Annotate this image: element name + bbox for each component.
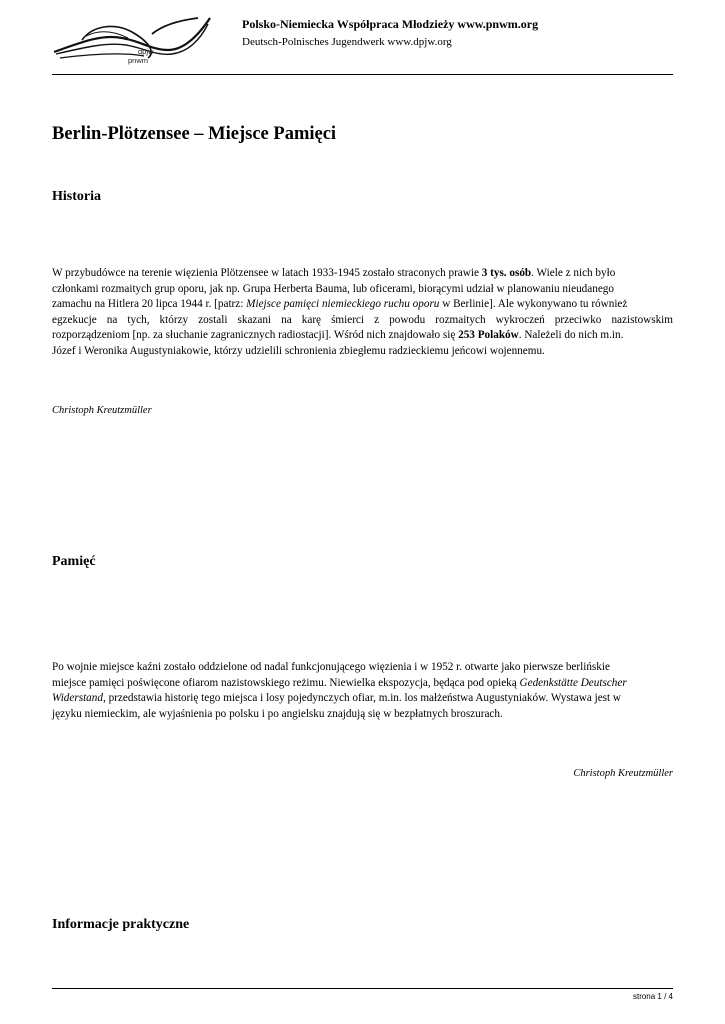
logo-text-pnwm: pnwm [128, 56, 149, 65]
text-line: członkami rozmaitych grup oporu, jak np. Grupa Herberta Bauma, lub oficerami, biorącymi udział w planowaniu nieudanego [52, 282, 614, 295]
footer-divider [52, 988, 673, 989]
page-number: strona 1 / 4 [632, 992, 673, 1001]
logo-text-dpjw: dpjw [138, 47, 154, 56]
text-line: rozporządzeniom [np. za słuchanie zagranicznych radiostacji]. Wśród nich znajdowało się 253 Polaków. Należeli do nich m.in. [52, 329, 624, 342]
text-line: miejsce pamięci poświęcone ofiarom nazistowskiego reżimu. Niewielka ekspozycja, będąca pod opieką Gedenkstätte Deutscher [52, 676, 627, 689]
text-line: Po wojnie miejsce kaźni zostało oddzielone od nadal funkcjonującego więzienia i w 1952 r. otwarte jako pierwsze berlińskie [52, 661, 610, 673]
page-title: Berlin-Plötzensee – Miejsce Pamięci [52, 124, 337, 144]
historia-paragraph [52, 266, 673, 360]
text-line: zamachu na Hitlera 20 lipca 1944 r. [patrz: Miejsce pamięci niemieckiego ruchu oporu w Berlinie]. Ale wykonywano tu również [52, 298, 628, 311]
author-signature: Christoph Kreutzmüller [52, 405, 152, 416]
text-line: W przybudówce na terenie więzienia Plötzensee w latach 1933-1945 zostało straconych prawie 3 tys. osób. Wiele z nich było [52, 267, 616, 279]
text-line: języku niemieckim, ale wyjaśnienia po polsku i po angielsku znajdują się w bezpłatnych broszurach. [52, 707, 503, 720]
heading-historia: Historia [52, 189, 101, 204]
header-organization-de: Deutsch-Polnisches Jugendwerk www.dpjw.org [242, 36, 452, 48]
header-divider [52, 74, 673, 75]
heading-informacje-praktyczne: Informacje praktyczne [52, 917, 190, 932]
text-line: Józef i Weronika Augustyniakowie, którzy udzielili schronienia zbiegłemu radzieckiemu jeńcowi wojennemu. [52, 344, 545, 357]
text-line: Widerstand, przedstawia historię tego miejsca i losy pojedynczych ofiar, m.in. los małżeństwa Augustyniaków. Wystawa jest w [52, 692, 622, 705]
dpjw-pnwm-logo [52, 14, 212, 70]
header-organization-pl: Polsko-Niemiecka Współpraca Młodzieży www.pnwm.org [242, 17, 539, 31]
text-line: egzekucje na tych, którzy zostali skazani na karę śmierci z powodu rozmaitych wykroczeń przeciwko nazistowskim [52, 313, 673, 326]
heading-pamiec: Pamięć [52, 554, 96, 569]
pamiec-paragraph [52, 660, 673, 722]
author-signature: Christoph Kreutzmüller [573, 768, 673, 779]
